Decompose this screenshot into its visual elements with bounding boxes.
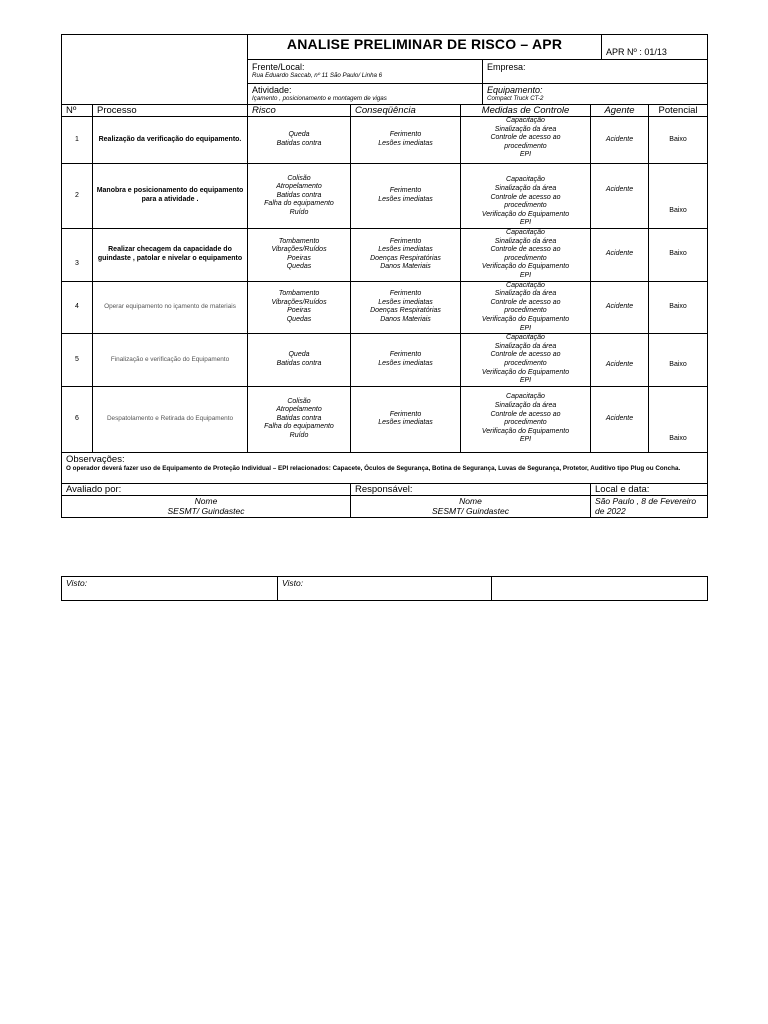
col-header-no: Nº: [62, 105, 93, 117]
responsavel-cell: [351, 495, 591, 517]
processo-cell: Operar equipamento no içamento de materiais: [93, 281, 248, 334]
empresa-label: Empresa:: [487, 62, 526, 72]
processo-cell: Finalização e verificação do Equipamento: [93, 334, 248, 387]
col-header-consequencia: Conseqüência: [351, 105, 461, 117]
signature-header-row: [62, 483, 708, 495]
medidas-cell: Capacitação Sinalização da área Controle de acesso ao procedimento Verificação do Equipamento EPI: [461, 386, 591, 452]
frente-label: Frente/Local:: [252, 62, 305, 73]
consequencia-cell: Ferimento Lesões imediatas: [351, 386, 461, 452]
consequencia-cell: Ferimento Lesões imediatas: [351, 334, 461, 387]
atividade-cell: [248, 84, 483, 105]
medidas-cell: Capacitação Sinalização da área Controle de acesso ao procedimento Verificação do Equipamento EPI: [461, 334, 591, 387]
agente-cell: Acidente: [591, 229, 649, 282]
apr-number: APR Nº : 01/13: [602, 35, 708, 60]
risco-cell: Colisão Atropelamento Batidas contra Falha do equipamento Ruído: [248, 386, 351, 452]
atividade-label: Atividade:: [252, 84, 292, 95]
frente-local-cell: [248, 60, 483, 84]
consequencia-cell: Ferimento Lesões imediatas Doenças Respiratórias Danos Materiais: [351, 229, 461, 282]
local-data-label: Local e data:: [591, 483, 708, 495]
equipamento-cell: [483, 84, 708, 105]
col-header-risco: Risco: [248, 105, 351, 117]
consequencia-cell: Ferimento Lesões imediatas: [351, 164, 461, 229]
processo-cell: Realizar checagem da capacidade do guindaste , patolar e nivelar o equipamento: [93, 229, 248, 282]
frente-value: Rua Eduardo Saccab, nº 11 São Paulo/ Linha 6: [252, 72, 383, 80]
visto-table: [61, 576, 708, 601]
local-data-value: São Paulo , 8 de Fevereiro de 2022: [591, 495, 708, 517]
agente-cell: Acidente: [591, 334, 649, 387]
observacoes-cell: [62, 452, 708, 483]
processo-cell: Despatolamento e Retirada do Equipamento: [93, 386, 248, 452]
table-row: [62, 229, 708, 282]
empresa-cell: [483, 60, 708, 84]
medidas-cell: Capacitação Sinalização da área Controle de acesso ao procedimento Verificação do Equipamento EPI: [461, 164, 591, 229]
document-title: ANALISE PRELIMINAR DE RISCO – APR: [248, 35, 602, 60]
responsavel-label: Responsável:: [351, 483, 591, 495]
row-number: 4: [62, 281, 93, 334]
agente-cell: Acidente: [591, 281, 649, 334]
potencial-cell: Baixo: [649, 229, 708, 282]
agente-cell: Acidente: [591, 164, 649, 229]
medidas-cell: Capacitação Sinalização da área Controle de acesso ao procedimento Verificação do Equipamento EPI: [461, 229, 591, 282]
visto-3: [492, 577, 708, 601]
potencial-cell: Baixo: [649, 386, 708, 452]
avaliado-org: SESMT/ Guindastec: [167, 506, 245, 517]
potencial-cell: Baixo: [649, 334, 708, 387]
col-header-agente: Agente: [591, 105, 649, 117]
processo-cell: Manobra e posicionamento do equipamento para a atividade .: [93, 164, 248, 229]
avaliado-cell: [62, 495, 351, 517]
risco-cell: Queda Batidas contra: [248, 117, 351, 164]
responsavel-nome: Nome: [459, 496, 482, 507]
risco-cell: Tombamento Vibrações/Ruídos Poeiras Quedas: [248, 281, 351, 334]
row-number: 1: [62, 117, 93, 164]
logo-cell: [62, 35, 248, 105]
potencial-cell: Baixo: [649, 164, 708, 229]
avaliado-label: Avaliado por:: [62, 483, 351, 495]
col-header-medidas: Medidas de Controle: [461, 105, 591, 117]
agente-cell: Acidente: [591, 117, 649, 164]
observacoes-row: [62, 452, 708, 483]
risco-cell: Queda Batidas contra: [248, 334, 351, 387]
visto-2: Visto:: [278, 577, 492, 601]
agente-cell: Acidente: [591, 386, 649, 452]
visto-1: Visto:: [62, 577, 278, 601]
medidas-cell: Capacitação Sinalização da área Controle de acesso ao procedimento Verificação do Equipamento EPI: [461, 281, 591, 334]
row-number: 6: [62, 386, 93, 452]
table-row: [62, 164, 708, 229]
equipamento-value: Compact Truck CT-2: [487, 94, 544, 102]
atividade-value: Içamento , posicionamento e montagem de vigas: [252, 94, 387, 102]
potencial-cell: Baixo: [649, 281, 708, 334]
processo-cell: Realização da verificação do equipamento.: [93, 117, 248, 164]
row-number: 2: [62, 164, 93, 229]
signature-row: [62, 495, 708, 517]
table-row: [62, 281, 708, 334]
responsavel-org: SESMT/ Guindastec: [431, 506, 509, 517]
row-number: 5: [62, 334, 93, 387]
col-header-potencial: Potencial: [649, 105, 708, 117]
consequencia-cell: Ferimento Lesões imediatas Doenças Respiratórias Danos Materiais: [351, 281, 461, 334]
risco-cell: Tombamento Vibrações/Ruídos Poeiras Quedas: [248, 229, 351, 282]
equipamento-label: Equipamento:: [487, 84, 543, 95]
avaliado-nome: Nome: [194, 496, 218, 507]
table-row: [62, 117, 708, 164]
risco-cell: Colisão Atropelamento Batidas contra Falha do equipamento Ruído: [248, 164, 351, 229]
observacoes-text: O operador deverá fazer uso de Equipamento de Proteção Individual – EPI relacionados: Capacete, Óculos de Segurança, Botina de Segurança, Luvas de Segurança, Protetor, Auditivo tipo Plug ou Concha.: [66, 464, 681, 472]
apr-table: [61, 34, 708, 518]
consequencia-cell: Ferimento Lesões imediatas: [351, 117, 461, 164]
table-row: [62, 386, 708, 452]
medidas-cell: Capacitação Sinalização da área Controle de acesso ao procedimento EPI: [461, 117, 591, 164]
observacoes-label: Observações:: [66, 453, 125, 465]
col-header-processo: Processo: [93, 105, 248, 117]
potencial-cell: Baixo: [649, 117, 708, 164]
row-number: 3: [62, 229, 93, 282]
table-row: [62, 334, 708, 387]
